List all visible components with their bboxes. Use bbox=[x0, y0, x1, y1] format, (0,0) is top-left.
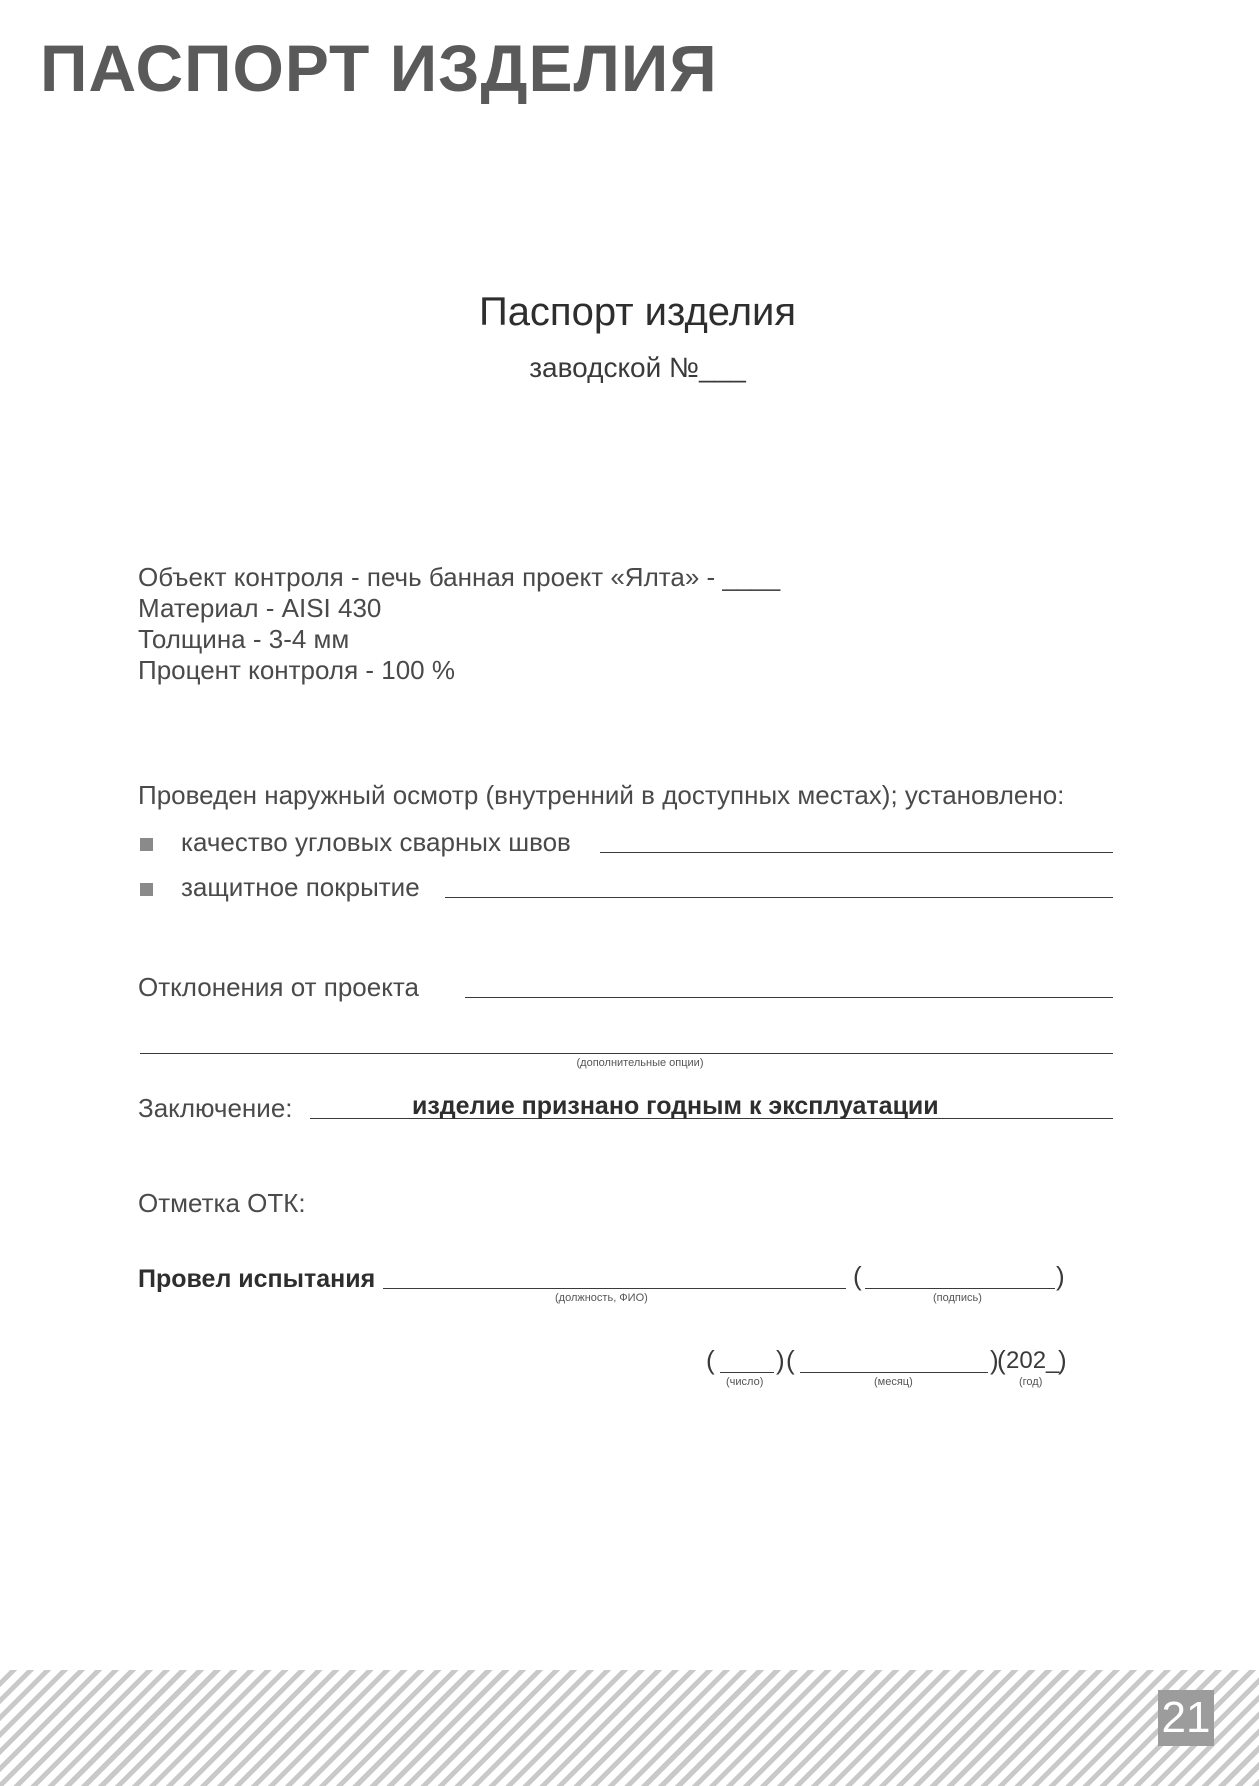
document-title: Паспорт изделия bbox=[478, 290, 797, 334]
signature-close-paren: ) bbox=[1056, 1261, 1065, 1291]
tester-position-name-field[interactable] bbox=[383, 1288, 846, 1289]
deviations-field-second-line[interactable] bbox=[140, 1053, 1113, 1054]
info-line-material: Материал - AISI 430 bbox=[138, 593, 382, 623]
month-open-paren: ( bbox=[786, 1345, 795, 1375]
check-coating-label: защитное покрытие bbox=[181, 872, 420, 902]
month-caption: (месяц) bbox=[874, 1376, 913, 1388]
info-line-control-percent: Процент контроля - 100 % bbox=[138, 655, 455, 685]
otk-label: Отметка ОТК: bbox=[138, 1188, 306, 1218]
footer-stripes bbox=[0, 1670, 1259, 1786]
signature-caption: (подпись) bbox=[933, 1292, 982, 1304]
year-caption: (год) bbox=[1019, 1376, 1043, 1388]
day-close-paren: ) bbox=[776, 1345, 785, 1375]
conclusion-label: Заключение: bbox=[138, 1093, 293, 1123]
deviations-label: Отклонения от проекта bbox=[138, 972, 419, 1002]
page-number: 21 bbox=[1158, 1690, 1214, 1746]
deviations-field[interactable] bbox=[465, 997, 1113, 998]
check-weld-quality-label: качество угловых сварных швов bbox=[181, 827, 571, 857]
tested-by-label: Провел испытания bbox=[138, 1265, 376, 1293]
conclusion-value: изделие признано годным к эксплуатации bbox=[412, 1092, 939, 1120]
bullet-icon bbox=[140, 883, 153, 896]
info-line-object: Объект контроля - печь банная проект «Ялта» - ____ bbox=[138, 562, 781, 592]
year-open-paren: ( bbox=[997, 1345, 1006, 1375]
position-name-caption: (должность, ФИО) bbox=[555, 1292, 648, 1304]
month-close-paren: ) bbox=[990, 1345, 999, 1375]
year-close-paren: ) bbox=[1058, 1345, 1067, 1375]
check-weld-quality-field[interactable] bbox=[600, 852, 1113, 853]
month-field[interactable] bbox=[800, 1372, 988, 1373]
day-open-paren: ( bbox=[706, 1345, 715, 1375]
day-caption: (число) bbox=[726, 1376, 764, 1388]
info-line-thickness: Толщина - 3-4 мм bbox=[138, 624, 350, 654]
serial-number-label: заводской №___ bbox=[529, 352, 746, 383]
page-header-title: ПАСПОРТ ИЗДЕЛИЯ bbox=[40, 31, 718, 105]
signature-field[interactable] bbox=[865, 1288, 1055, 1289]
inspection-intro: Проведен наружный осмотр (внутренний в доступных местах); установлено: bbox=[138, 780, 1065, 810]
bullet-icon bbox=[140, 838, 153, 851]
check-coating-field[interactable] bbox=[445, 897, 1113, 898]
day-field[interactable] bbox=[720, 1372, 774, 1373]
year-field[interactable]: 202_ bbox=[1006, 1347, 1060, 1374]
deviations-caption: (дополнительные опции) bbox=[576, 1057, 704, 1069]
signature-open-paren: ( bbox=[853, 1261, 862, 1291]
